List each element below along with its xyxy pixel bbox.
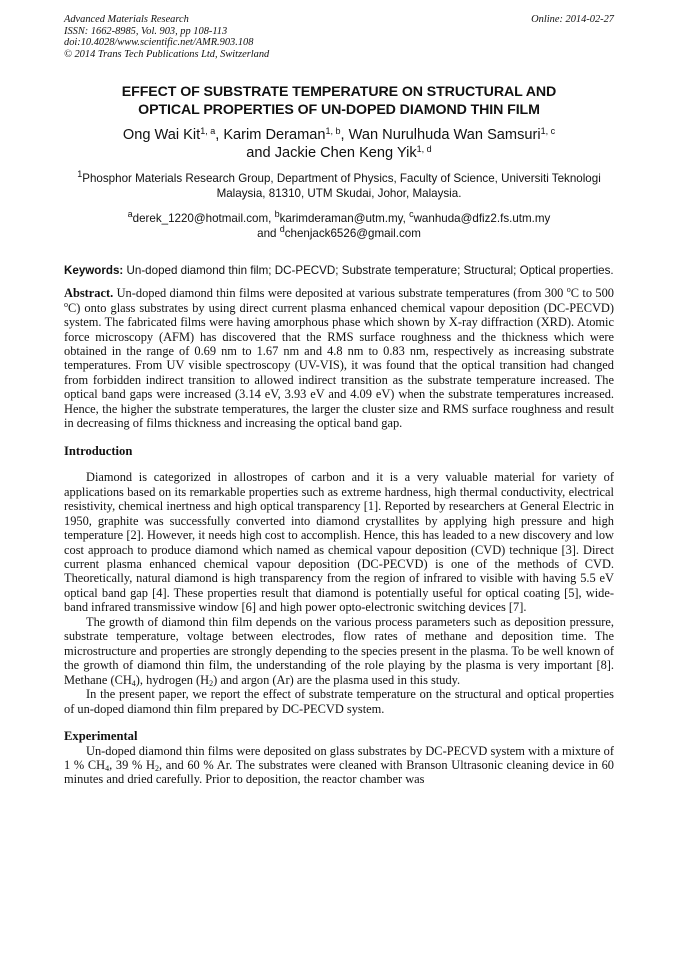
email-mark: d: [279, 223, 285, 234]
author-affiliation-mark: 1, d: [416, 144, 432, 155]
email-address[interactable]: derek_1220@hotmail.com,: [132, 211, 275, 225]
degree-mark: o: [64, 299, 68, 309]
author-list: [64, 126, 614, 162]
subscript: 2: [209, 678, 214, 688]
email-address[interactable]: chenjack6526@gmail.com: [284, 226, 421, 240]
author-affiliation-mark: 1, c: [540, 126, 556, 137]
paragraph-text: , 39 % H: [109, 758, 155, 773]
section-heading-experimental: Experimental: [64, 728, 138, 743]
author-affiliation-mark: 1, b: [325, 126, 341, 137]
abstract-text: C to 500: [570, 286, 614, 301]
keywords-label: Keywords:: [64, 263, 124, 277]
paragraph-text: , and 60 % Ar. The substrates were cleaned with Branson Ultrasonic cleaning device in 60 minutes and dried carefully. Prior to deposition, the reactor chamber was: [64, 758, 614, 787]
author-name: Karim Deraman: [223, 127, 326, 144]
author-separator: ,: [340, 127, 349, 144]
degree-mark: o: [566, 285, 571, 295]
title-line-2: OPTICAL PROPERTIES OF UN-DOPED DIAMOND THIN FILM: [138, 102, 540, 119]
subscript: 4: [105, 764, 110, 774]
author-name: Ong Wai Kit: [122, 127, 201, 144]
author-emails: [64, 208, 614, 242]
subscript: 4: [131, 678, 136, 688]
email-conjunction: and: [257, 226, 280, 240]
introduction-paragraph-1: Diamond is categorized in allostropes of carbon and it is a very valuable material for variety of applications based on its remarkable properties such as extreme hardness, high thermal conductivity, electrical resistivity, chemical inertness and high optical transparency [1]. Reported by researchers at General Electric in 1950, graphite was successfully converted into diamond crystallites by applying high pressure and high temperature [2]. However, it needs high cost to accomplish. Hence, this has leaded to a new discovery and low cost approach to produce diamond which named as chemical vapour deposition (CVD) technique [3]. Direct current plasma enhanced chemical vapour deposition (DC-PECVD) is one of the methods of CVD. Theoretically, natural diamond is high transparency from the region of infrared to visible with having 5.5 eV optical band gap [4]. These properties result that diamond is potentially useful for optical coating [5], wide-band infrared transmissive window [6] and high power opto-electronic switching devices [7].: [64, 470, 614, 615]
copyright-line: © 2014 Trans Tech Publications Ltd, Switzerland: [64, 48, 270, 60]
email-mark: a: [127, 208, 133, 219]
affiliation-mark: 1: [77, 169, 83, 180]
online-date: Online: 2014-02-27: [531, 14, 614, 25]
introduction-paragraph-3: In the present paper, we report the effect of substrate temperature on the structural and optical properties of un-doped diamond thin film prepared by DC-PECVD system.: [64, 687, 614, 716]
email-address[interactable]: karimderaman@utm.my,: [279, 211, 410, 225]
paragraph-text: ), hydrogen (H: [135, 672, 210, 687]
doi-line: doi:10.4028/www.scientific.net/AMR.903.108: [64, 37, 254, 49]
affiliation: [64, 169, 614, 202]
subscript: 2: [154, 764, 159, 774]
abstract-label: Abstract.: [64, 286, 114, 301]
keywords-text: Un-doped diamond thin film; DC-PECVD; Substrate temperature; Structural; Optical properties.: [123, 263, 614, 277]
affiliation-text: Phosphor Materials Research Group, Department of Physics, Faculty of Science, Universiti Teknologi Malaysia, 81310, UTM Skudai, Johor, Malaysia.: [82, 172, 601, 201]
email-mark: b: [274, 208, 280, 219]
paragraph-text: The growth of diamond thin film depends on the various process parameters such as deposition pressure, substrate temperature, voltage between electrodes, flow rates of methane and deposition time. The microstructure and properties are strongly depending to the species present in the plasma. To be well known of the growth of diamond thin film, the understanding of the role playing by the plasma is very important [8]. Methane (CH: [64, 614, 614, 687]
keywords: [64, 264, 614, 279]
section-heading-introduction: Introduction: [64, 443, 133, 458]
paragraph-text: Un-doped diamond thin films were deposited on glass substrates by DC-PECVD system with a mixture of 1 % CH: [64, 743, 614, 773]
abstract-text: C) onto glass substrates by using direct current plasma enhanced chemical vapour deposition (DC-PECVD) system. The fabricated films were having amorphous phase which shown by X-ray diffraction (XRD). Atomic force microscopy (AFM) has discovered that the RMS surface roughness and the thickness which were obtained in the range of 0.69 nm to 1.67 nm and 4.8 nm to 0.83 nm, respectively as increasing substrate temperatures. From UV visible spectroscopy (UV-VIS), it was found that the optical transition had changed from forbidden indirect transition to allowed indirect transition as the substrate temperature increased. The optical band gaps were increased (3.14 eV, 3.93 eV and 4.09 eV) when the substrate temperatures increased. Hence, the higher the substrate temperatures, the larger the cluster size and RMS surface roughness and result in decreasing of films thickness and increasing the optical band gap.: [64, 300, 614, 431]
journal-header: [64, 14, 614, 60]
introduction-paragraph-2: [64, 615, 614, 687]
author-affiliation-mark: 1, a: [200, 126, 216, 137]
email-address[interactable]: wanhuda@dfiz2.fs.utm.my: [413, 211, 551, 225]
issn-line: ISSN: 1662-8985, Vol. 903, pp 108-113: [64, 25, 228, 37]
author-conjunction: and: [246, 145, 275, 162]
author-separator: ,: [215, 127, 224, 144]
author-name: Jackie Chen Keng Yik: [274, 145, 417, 162]
abstract: [64, 286, 614, 431]
title-line-1: EFFECT OF SUBSTRATE TEMPERATURE ON STRUCTURAL AND: [121, 84, 557, 101]
author-name: Wan Nurulhuda Wan Samsuri: [348, 127, 541, 144]
experimental-paragraph-1: [64, 744, 614, 787]
paper-title: [64, 83, 614, 119]
abstract-text: Un-doped diamond thin films were deposited at various substrate temperatures (from 300: [113, 286, 567, 301]
paragraph-text: ) and argon (Ar) are the plasma used in this study.: [213, 672, 461, 687]
journal-name: Advanced Materials Research: [64, 14, 189, 25]
email-mark: c: [409, 208, 414, 219]
